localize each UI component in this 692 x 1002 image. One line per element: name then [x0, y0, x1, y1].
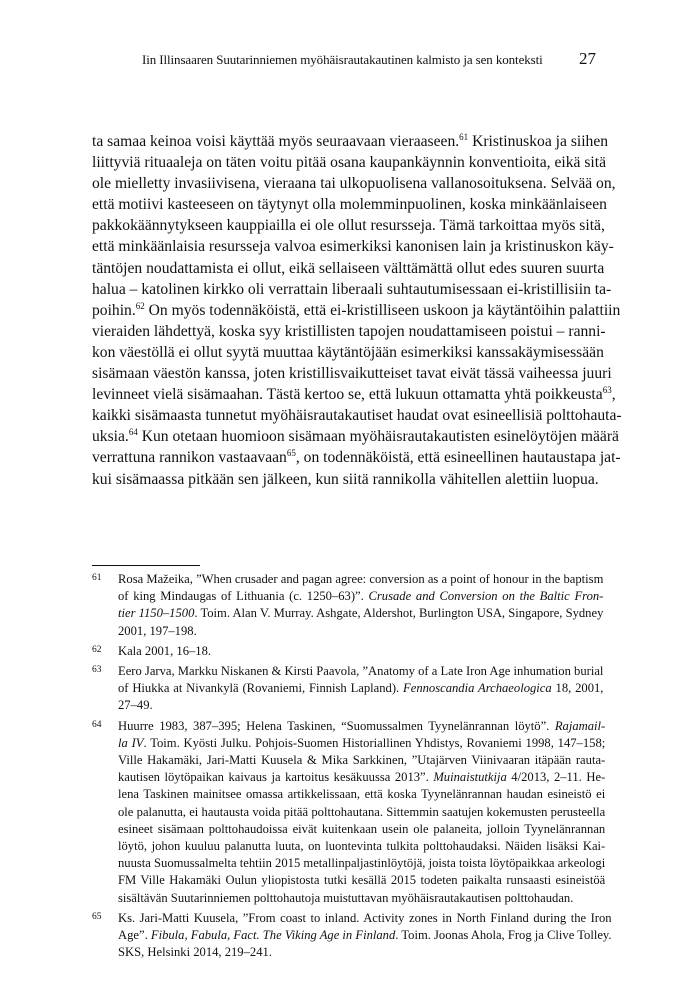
body-text-run: liittyviä rituaaleja on täten voitu pitää osana kaupankäynnin konventioita, eikä sitä	[92, 154, 607, 172]
footnote-text-run: . Toim. Kyösti Julku. Pohjois-Suomen Historiallinen Yhdistys, Rovaniemi 1998, 147–158;	[143, 735, 606, 750]
footnote-text-run: FM Ville Hakamäki Oulun yliopistosta tutki kesällä 2015 todeten paikalta runsaasti esineistöä	[118, 873, 606, 888]
footnote-text	[118, 643, 602, 660]
footnote-text-run: löytö, johon kuuluu palanutta luuta, on luontevinta tulkita polttohaudaksi. Näiden lisäksi Kai-	[118, 839, 606, 854]
footnote-text-run: 2001, 197–198.	[118, 623, 197, 638]
footnote-line	[118, 821, 605, 838]
footnote-text	[118, 910, 612, 962]
footnote-text-run: esineet sisämaan polttohaudoissa eivät kuitenkaan usein ole palaneita, jolloin Tyynelänrannan	[118, 821, 606, 836]
body-line	[92, 405, 622, 426]
body-text-run: täntöjen noudattamista ei ollut, eikä sellaiseen välttämättä ollut edes suuren suurta	[92, 259, 605, 277]
page-number: 27	[579, 49, 596, 68]
footnote-title-italic: Muinaistutkija	[433, 770, 507, 785]
footnote-text-run: . Toim. Joonas Ahola, Frog ja Clive Tolley.	[395, 928, 612, 943]
body-text-run: On myös todennäköistä, että ei-kristilliseen uskoon ja käytäntöihin palattiin	[144, 301, 621, 319]
body-text-run: ole mielletty invasiivisena, vieraana tai ulkopuolisena vallanosoituksena. Selvää on,	[92, 175, 616, 193]
footnote-text-run: of king Mindaugas of Lithuania (c. 1250–63)”.	[118, 589, 369, 604]
running-head-title: Iin Illinsaaren Suutarinniemen myöhäisrautakautinen kalmisto ja sen konteksti	[142, 52, 543, 67]
body-text-run: verrattuna rannikon vastaavaan	[92, 449, 287, 467]
body-line	[92, 215, 605, 236]
footnote-line	[118, 735, 605, 752]
footnote-line	[118, 769, 605, 786]
footnote-title-italic: tier 1150–1500	[118, 606, 195, 621]
body-text-run: halua – katolinen kirkko oli verrattain liberaali suhtautumisessaan ei-kristillisiin ta-	[92, 280, 612, 298]
footnote-line	[118, 872, 605, 889]
body-line	[92, 279, 612, 300]
footnote-line	[118, 680, 603, 697]
body-text-run: sisämaan väestön kanssa, joten kristillisvaikutteiset tavat eivät tässä vaiheessa juuri	[92, 365, 612, 383]
footnote-text-run: of Hiukka at Nivankylä (Rovaniemi, Finnish Lapland).	[118, 681, 404, 696]
footnote-text-run: lena Taskinen mainitsee omassa artikkelissaan, että koska Tyynelänrannan haudan esineistö ei	[118, 787, 606, 802]
body-text-run: ,	[611, 386, 616, 404]
footnote-text-run: Eero Jarva, Markku Niskanen & Kirsti Paavola, ”Anatomy of a Late Iron Age inhumation burial	[118, 664, 604, 679]
footnote-text-run: kautisen löytöpaikan kaivaus ja kartoitus kesäkuussa 2013”.	[118, 770, 434, 785]
footnote-text-run: Huurre 1983, 387–395; Helena Taskinen, “Suomussalmen Tyynelänrannan löytö”.	[118, 718, 555, 733]
footnote-line	[118, 643, 602, 660]
body-line	[92, 426, 619, 447]
footnote-reference: 61	[459, 132, 469, 142]
body-text-run: vieraiden lähdettyä, koska syy kristillisten tapojen noudattamiseen poistui – ranni-	[92, 322, 606, 340]
footnote-text-run: Rosa Mažeika, ”When crusader and pagan agree: conversion as a point of honour in the baptism	[118, 572, 604, 586]
footnote-reference: 63	[602, 385, 612, 396]
footnote-text-run: SKS, Helsinki 2014, 219–241.	[118, 945, 272, 960]
body-paragraph	[92, 131, 622, 490]
footnote-number: 62	[92, 644, 102, 655]
body-text-run: levinneet vielä sisämaahan. Tästä kertoo se, että lukuun ottamatta yhtä poikkeusta	[92, 386, 603, 404]
footnote-line	[118, 944, 612, 961]
body-line	[92, 236, 614, 257]
footnote-line	[118, 855, 605, 872]
footnote-title-italic: Rajamail-	[554, 718, 606, 733]
body-line	[92, 194, 607, 215]
body-text-run: että motiivi kasteeseen on täytynyt olla molemminpuolinen, koska minkäänlaiseen	[92, 196, 607, 214]
footnote-text	[118, 571, 603, 640]
footnote-line	[118, 786, 605, 803]
body-line	[92, 258, 605, 279]
footnote-title-italic: Fibula, Fabula, Fact. The Viking Age in Finland	[150, 928, 396, 943]
footnote-line	[118, 588, 603, 605]
body-text-run: , on todennäköistä, että esineellinen hautaustapa jat-	[295, 449, 621, 467]
footnote-text-run: Age”.	[118, 928, 151, 943]
footnote-65	[92, 910, 612, 962]
footnote-line	[118, 697, 603, 714]
footnote-61	[92, 571, 602, 640]
body-text-run: että minkäänlaisia resursseja valvoa esimerkiksi kanonisen lain ja kristinuskon käy-	[92, 238, 614, 256]
footnote-line	[118, 571, 603, 588]
body-line	[92, 469, 602, 490]
footnote-line	[118, 804, 605, 821]
footnote-reference: 65	[286, 448, 296, 459]
body-text-run: kaikki sisämaasta tunnetut myöhäisrautakautiset haudat ovat esineellisiä polttohauta-	[92, 407, 622, 425]
footnote-text-run: sisältävän Suutarinniemen polttohautoja muistuttavan myöhäisrautakautisen polttohaudan.	[118, 890, 574, 905]
footnote-number: 65	[92, 911, 102, 922]
footnote-number: 64	[92, 719, 102, 730]
body-text-run: Kun otetaan huomioon sisämaan myöhäisrautakautisten esinelöytöjen määrä	[137, 428, 619, 446]
body-line	[92, 321, 606, 342]
footnote-line	[118, 605, 603, 622]
body-text-run: Kristinuskoa ja siihen	[468, 133, 609, 150]
footnote-line	[118, 927, 612, 944]
footnote-reference: 64	[128, 427, 138, 438]
footnote-text-run: Ville Hakamäki, Jari-Matti Kuusela & Mika Sarkkinen, ”Utajärven Viinivaaran itäpään rauta-	[118, 753, 606, 768]
footnote-text-run: . Toim. Alan V. Murray. Ashgate, Aldershot, Burlington USA, Singapore, Sydney	[194, 606, 604, 621]
footnote-title-italic: Crusade and Conversion on the Baltic Fron-	[368, 589, 604, 604]
body-line	[92, 131, 609, 152]
footnote-line	[118, 752, 605, 769]
body-line	[92, 300, 621, 321]
body-line	[92, 363, 612, 384]
footnote-text-run: nuusta Suomussalmelta tehtiin 2015 metallinpaljastinlöytöjä, joista toista löytöpaikkaa arkeologi	[118, 856, 606, 871]
footnote-title-italic: la IV	[118, 735, 144, 750]
footnote-line	[118, 838, 605, 855]
footnote-text-run: Ks. Jari-Matti Kuusela, ”From coast to inland. Activity zones in North Finland during the Iron	[118, 910, 612, 925]
footnote-text-run: 27–49.	[118, 698, 153, 713]
body-text-run: kui sisämaassa pitkään sen jälkeen, kun siitä rannikolla vähitellen alettiin luopua.	[92, 470, 599, 488]
footnote-number: 61	[92, 573, 102, 583]
footnote-text	[118, 663, 603, 715]
body-line	[92, 384, 616, 405]
body-line	[92, 342, 602, 363]
footnote-number: 63	[92, 665, 102, 676]
body-text-run: uksia.	[92, 428, 129, 446]
footnote-separator	[92, 565, 200, 566]
body-text-run: kon väestöllä ei ollut syytä muuttaa käytäntöjään esimerkiksi kanssakäymisessään	[92, 343, 604, 361]
body-line	[92, 447, 621, 468]
footnote-text-run: 18, 2001,	[551, 681, 604, 696]
footnote-text-run: 4/2013, 2–11. He-	[506, 770, 606, 785]
body-text-run: pakkokäännytykseen kauppiailla ei ole ollut resursseja. Tämä tarkoittaa myös sitä,	[92, 217, 605, 235]
footnote-text-run: ole palanutta, ei hautausta voida pitää polttohautana. Sittemmin saatujen kokemusten perusteella	[118, 804, 606, 819]
footnote-63	[92, 663, 602, 715]
footnote-62	[92, 643, 602, 660]
footnotes	[92, 571, 612, 964]
footnote-title-italic: Fennoscandia Archaeologica	[403, 681, 552, 696]
footnote-line	[118, 890, 605, 907]
footnote-line	[118, 663, 603, 680]
body-text-run: poihin.	[92, 301, 136, 319]
body-text-run: ta samaa keinoa voisi käyttää myös seuraavaan vieraaseen.	[92, 133, 460, 150]
body-line	[92, 173, 616, 194]
footnote-line	[118, 910, 612, 927]
footnote-line	[118, 623, 603, 640]
body-line	[92, 152, 607, 173]
footnote-reference: 62	[135, 300, 145, 311]
footnote-text-run: Kala 2001, 16–18.	[118, 643, 212, 658]
footnote-text	[118, 718, 605, 907]
footnote-64	[92, 718, 606, 907]
footnote-line	[118, 718, 605, 735]
